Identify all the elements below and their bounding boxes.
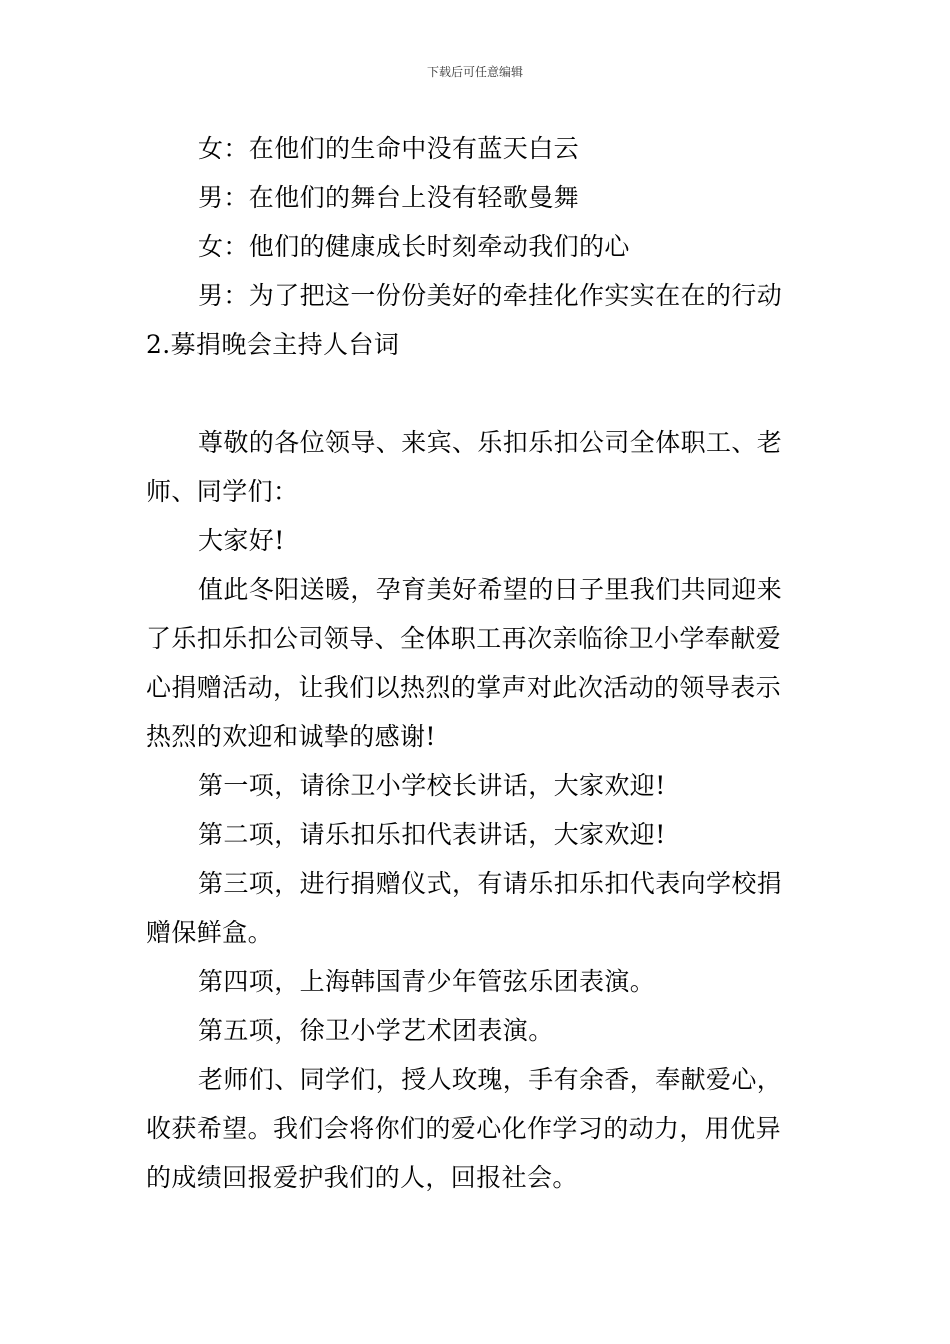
page-header-note: 下载后可任意编辑 <box>426 65 523 79</box>
dialogue-line: 女：在他们的生命中没有蓝天白云 <box>198 134 580 163</box>
text-line: 赠保鲜盒。 <box>146 918 274 947</box>
text-line: 第三项，进行捐赠仪式，有请乐扣乐扣代表向学校捐 <box>198 869 783 898</box>
program-item-5: 第五项，徐卫小学艺术团表演。 <box>198 1016 554 1045</box>
hello-paragraph: 大家好! <box>198 526 285 555</box>
text-line: 值此冬阳送暖，孕育美好希望的日子里我们共同迎来 <box>198 575 783 604</box>
section-title: 2.募捐晚会主持人台词 <box>146 330 400 359</box>
program-item-2: 第二项，请乐扣乐扣代表讲话，大家欢迎! <box>198 820 666 849</box>
text-line: 心捐赠活动，让我们以热烈的掌声对此次活动的领导表示 <box>146 673 782 702</box>
text-line: 收获希望。我们会将你们的爱心化作学习的动力，用优异 <box>146 1114 782 1143</box>
document-body <box>146 124 806 1202</box>
program-item-1: 第一项，请徐卫小学校长讲话，大家欢迎! <box>198 771 666 800</box>
closing-paragraph <box>146 1055 806 1202</box>
dialogue-line: 男：在他们的舞台上没有轻歌曼舞 <box>198 183 580 212</box>
text-line: 的成绩回报爱护我们的人，回报社会。 <box>146 1163 578 1192</box>
text-line: 尊敬的各位领导、来宾、乐扣乐扣公司全体职工、老 <box>198 428 783 457</box>
text-line: 老师们、同学们，授人玫瑰，手有余香，奉献爱心， <box>198 1065 783 1094</box>
program-item-3 <box>146 859 806 957</box>
greeting-paragraph <box>146 418 806 516</box>
welcome-paragraph <box>146 565 806 761</box>
paragraph-spacer <box>146 369 806 418</box>
dialogue-line: 女：他们的健康成长时刻牵动我们的心 <box>198 232 630 261</box>
text-line: 师、同学们： <box>146 477 299 506</box>
program-item-4: 第四项，上海韩国青少年管弦乐团表演。 <box>198 967 656 996</box>
text-line: 热烈的欢迎和诚挚的感谢! <box>146 722 436 751</box>
dialogue-line: 男：为了把这一份份美好的牵挂化作实实在在的行动 <box>198 281 783 310</box>
text-line: 了乐扣乐扣公司领导、全体职工再次亲临徐卫小学奉献爱 <box>146 624 782 653</box>
